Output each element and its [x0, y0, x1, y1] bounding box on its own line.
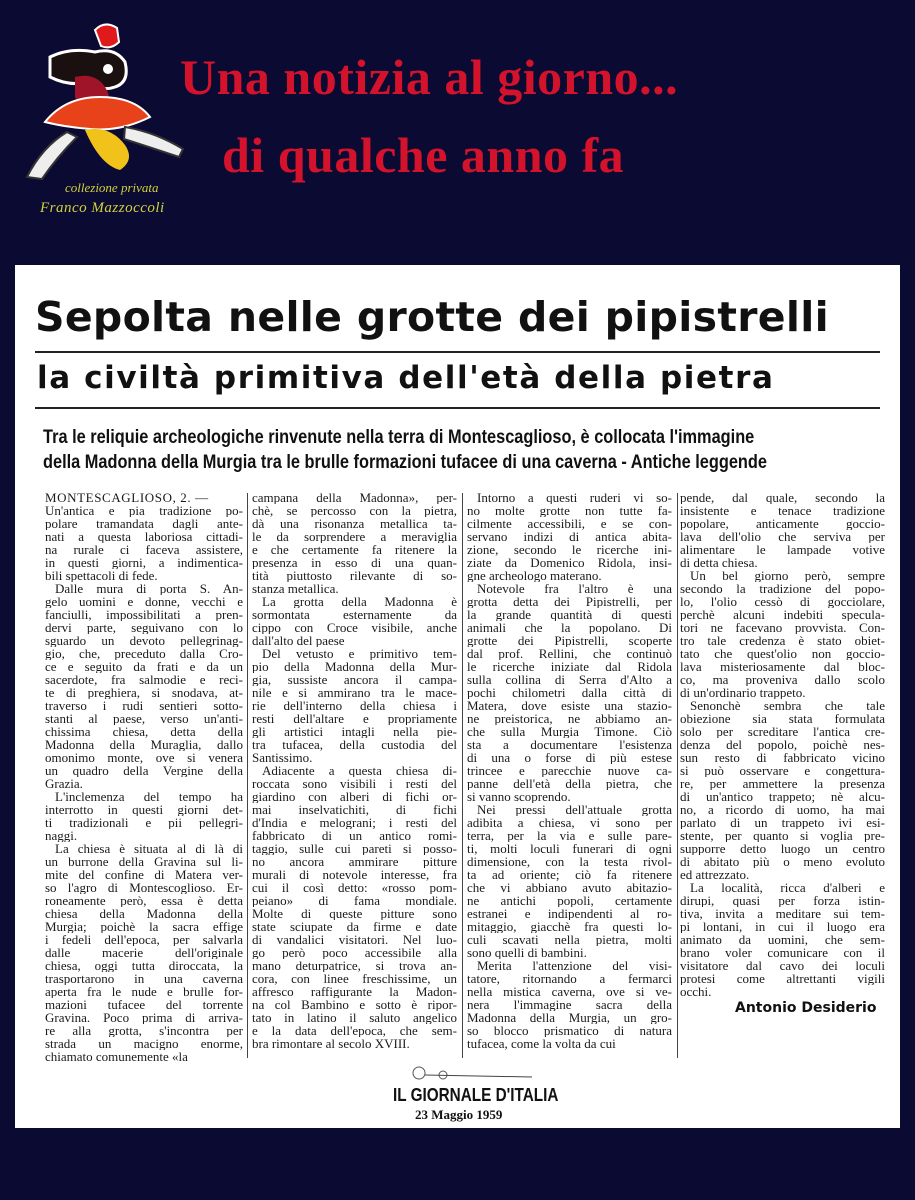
article-text-line: le da sorprendere a meraviglia	[252, 530, 457, 543]
article-text-line: re alla grotta, s'incontra per	[45, 1024, 243, 1037]
article-text-line: omonimo monte, ove si venera	[45, 751, 243, 764]
article-text-line: go però poco accessibile alla	[252, 946, 457, 959]
article-text-line: Senonchè sembra che tale	[690, 699, 885, 712]
article-text-line: no ancora ammirare pitture	[252, 855, 457, 868]
headline-rule	[35, 351, 880, 353]
article-text-line: na col Bambino e sotto è ripor-	[252, 998, 457, 1011]
article-text-line: gne archeologo materano.	[467, 569, 602, 582]
article-text-line: protesi come altrettanti vigili	[680, 972, 885, 985]
article-text-line: mano deturpatrice, si trova an-	[252, 959, 457, 972]
article-text-line: perchè alcuni indebiti specula-	[680, 608, 885, 621]
article-text-line: sono quelli di bambini.	[467, 946, 587, 959]
article-column-2	[252, 491, 457, 1050]
article-text-line: chiamato comunemente «la	[45, 1050, 188, 1063]
article-text-line: La grotta della Madonna è	[262, 595, 457, 608]
article-text-line: d'India e melograni; i resti del	[252, 816, 457, 829]
article-text-line: ne preistorica, ne abbiamo an-	[467, 712, 672, 725]
article-text-line: fabbricato di un antico romi-	[252, 829, 457, 842]
article-text-line: trasportarono in una caverna	[45, 972, 243, 985]
article-text-line: peiano» di fama mondiale.	[252, 894, 457, 907]
article-text-line: in questi giorni, a indimentica-	[45, 556, 243, 569]
article-text-line: e che certamente fa ritenere la	[252, 543, 457, 556]
article-column-3	[467, 491, 672, 1050]
article-text-line: mite del confine di Matera ver-	[45, 868, 243, 881]
article-text-line: dalle macerie dell'originale	[45, 946, 243, 959]
article-text-line: stanti al paese, verso un'anti-	[45, 712, 243, 725]
article-text-line: visitatore dal cavo dei loculi	[680, 959, 885, 972]
article-text-line: Adiacente a questa chiesa di-	[262, 764, 457, 777]
article-text-line: ed attrezzato.	[680, 868, 750, 881]
column-divider	[462, 493, 463, 1058]
article-text-line: nera l'immagine sacra della	[467, 998, 672, 1011]
article-text-line: tato in latino il saluto angelico	[252, 1011, 457, 1024]
article-text-line: nella mistica caverna, ove si ve-	[467, 985, 672, 998]
article-text-line: Santissimo.	[252, 751, 313, 764]
article-text-line: fanciulli, impossibilitati a pren-	[45, 608, 243, 621]
article-text-line: di un'ordinario trappeto.	[680, 686, 806, 699]
article-summary-line-1: Tra le reliquie archeologiche rinvenute nella terra di Montescaglioso, è collocata l'immagine	[43, 427, 755, 448]
article-text-line: cui il così detto: «rosso pom-	[252, 881, 457, 894]
article-text-line: chiesa, oggi tutta diroccata, la	[45, 959, 243, 972]
article-text-line: aperta fra le nude e brulle for-	[45, 985, 243, 998]
article-subheadline: la civiltà primitiva dell'età della pietra	[37, 360, 775, 396]
article-text-line: strada un macigno enorme,	[45, 1037, 243, 1050]
article-headline: Sepolta nelle grotte dei pipistrelli	[35, 293, 829, 341]
article-text-line: Un'antica e pia tradizione po-	[45, 504, 243, 517]
article-text-line: no molte grotte non tutte fa-	[467, 504, 672, 517]
article-text-line: obiezione sia stata formulata	[680, 712, 885, 725]
article-text-line: chissima chiesa, detta della	[45, 725, 243, 738]
article-text-line: le ricerche iniziate dal Ridola	[467, 660, 672, 673]
article-text-line: resti dell'altare e propriamente	[252, 712, 457, 725]
article-text-line: tori ne facevano provvista. Con-	[680, 621, 885, 634]
article-text-line: re, per ammettere la presenza	[680, 777, 885, 790]
article-text-line: dall'alto del paese	[252, 634, 345, 647]
article-text-line: di un'antico trappeto; nè alcu-	[680, 790, 885, 803]
article-summary-line-2: della Madonna della Murgia tra le brulle formazioni tufacee di una caverna - Antiche leggende	[43, 452, 767, 473]
flower-ornament-icon	[407, 1065, 537, 1083]
column-divider	[677, 493, 678, 1058]
article-text-line: La chiesa è situata al di là di	[55, 842, 243, 855]
article-text-line: mazioni tufacee del torrente	[45, 998, 243, 1011]
article-text-line: dà una risonanza metallica ta-	[252, 517, 457, 530]
article-text-line: sacerdote, fra salmodie e reci-	[45, 673, 243, 686]
article-text-line: cilmente accessibili, e se con-	[467, 517, 672, 530]
article-text-line: L'inclemenza del tempo ha	[55, 790, 243, 803]
article-text-line: campana della Madonna», per-	[252, 491, 457, 504]
article-text-line: mitaggio, giacchè fra questi lo-	[467, 920, 672, 933]
article-text-line: roneamente però, essa è detta	[45, 894, 243, 907]
article-text-line: Gravina. Poco prima di arriva-	[45, 1011, 243, 1024]
article-text-line: Grazia.	[45, 777, 83, 790]
article-text-line: naggi.	[45, 829, 78, 842]
article-text-line: Murgia; poichè la sacra effige	[45, 920, 243, 933]
article-text-line: ti, molti loculi funerari di ogni	[467, 842, 672, 855]
article-text-line: parlato di un trappeto ivi esi-	[680, 816, 885, 829]
article-text-line: La località, ricca d'alberi e	[690, 881, 885, 894]
article-text-line: denza del popolo, poichè nes-	[680, 738, 885, 751]
article-text-line: Madonna della Muraglia, dallo	[45, 738, 243, 751]
article-text-line: lo, l'olio cessò di gocciolare,	[680, 595, 885, 608]
article-text-line: Merita l'attenzione del visi-	[477, 959, 672, 972]
article-text-line: solo per screditare l'antica cre-	[680, 725, 885, 738]
article-text-line: zione, secondo le ricerche ini-	[467, 543, 672, 556]
article-text-line: bra rimontare al secolo XVIII.	[252, 1037, 410, 1050]
article-text-line: brano voler comunicare con il	[680, 946, 885, 959]
article-column-1	[45, 491, 243, 1063]
article-text-line: te di preghiera, si snodava, at-	[45, 686, 243, 699]
article-text-line: di una o forse di più estese	[467, 751, 672, 764]
article-text-line: co, ma proveniva dallo scolo	[680, 673, 885, 686]
article-text-line: grotte dei Pipistrelli, scoperte	[467, 634, 672, 647]
article-text-line: tatore, ritornando a fermarci	[467, 972, 672, 985]
article-text-line: animali che la popolano. Di	[467, 621, 672, 634]
banner-title-line-1: Una notizia al giorno...	[180, 49, 679, 105]
article-text-line: terra, per la via e sulle pare-	[467, 829, 672, 842]
collection-logo	[15, 12, 195, 227]
article-text-line: trincee e parecchie nuove ca-	[467, 764, 672, 777]
article-text-line: polare tramandata dagli ante-	[45, 517, 243, 530]
article-text-line: Nei pressi dell'attuale grotta	[477, 803, 672, 816]
article-text-line: che vi abbiano avuto abitazio-	[467, 881, 672, 894]
article-text-line: ziate da Domenico Ridola, insi-	[467, 556, 672, 569]
article-text-line: Matera, dove esiste una stazio-	[467, 699, 672, 712]
article-text-line: affresco raffigurante la Madon-	[252, 985, 457, 998]
article-text-line: un quadro della Vergine della	[45, 764, 243, 777]
article-text-line: sun resto di fabbricato vicino	[680, 751, 885, 764]
article-text-line: gli artistici intagli nella pie-	[252, 725, 457, 738]
article-text-line: alimentare le lampade votive	[680, 543, 885, 556]
article-text-line: panne dell'età della pietra, che	[467, 777, 672, 790]
article-text-line: sormontata esternamente da	[252, 608, 457, 621]
article-text-line: gio, che, preceduto dalla Cro-	[45, 647, 243, 660]
article-text-line: adibita a chiesa, vi sono per	[467, 816, 672, 829]
logo-owner-name: Franco Mazzoccoli	[40, 200, 165, 216]
article-text-line: Notevole fra l'altro è una	[477, 582, 672, 595]
article-text-line: interrotto in questi giorni det-	[45, 803, 243, 816]
article-text-line: chè, se percosso con la pietra,	[252, 504, 457, 517]
article-text-line: lava misteriosamente dal bloc-	[680, 660, 885, 673]
article-text-line: che sulla Murgia Timone. Ciò	[467, 725, 672, 738]
article-text-line: roccata sono visibili i resti del	[252, 777, 457, 790]
article-text-line: cora, con linee freschissime, un	[252, 972, 457, 985]
article-text-line: occhi.	[680, 985, 712, 998]
article-text-line: rie dell'interno della chiesa i	[252, 699, 457, 712]
article-text-line: dervi parte, seguivano con lo	[45, 621, 243, 634]
article-text-line: dal prof. Rellini, che continuò	[467, 647, 672, 660]
article-text-line: pi lontani, in cui il luogo era	[680, 920, 885, 933]
article-text-line: servano indizi di antica abita-	[467, 530, 672, 543]
article-text-line: Madonna della Murgia, un gro-	[467, 1011, 672, 1024]
article-text-line: na rurale ci faceva assistere,	[45, 543, 243, 556]
article-text-line: culi scavati nella pietra, molti	[467, 933, 672, 946]
publication-date: 23 Maggio 1959	[415, 1107, 503, 1122]
article-text-line: tità piuttosto rilevante di so-	[252, 569, 457, 582]
article-text-line: ta ad oriente; ciò fa ritenere	[467, 868, 672, 881]
article-text-line: ce e seguito da frati e da un	[45, 660, 243, 673]
dancer-logo-icon	[15, 12, 195, 182]
article-text-line: dirupi, quasi per forza istin-	[680, 894, 885, 907]
article-text-line: bili spettacoli di fede.	[45, 569, 158, 582]
article-text-line: si può osservare e congettura-	[680, 764, 885, 777]
article-text-line: lava dell'olio che serviva per	[680, 530, 885, 543]
logo-caption: collezione privata	[65, 180, 159, 195]
article-text-line: tiva, invita a meditare sui tem-	[680, 907, 885, 920]
article-text-line: pende, dal quale, secondo la	[680, 491, 885, 504]
article-text-line: murali di notevole interesse, fra	[252, 868, 457, 881]
article-text-line: Intorno a questi ruderi vi so-	[477, 491, 672, 504]
article-column-4	[680, 491, 885, 998]
article-text-line: state sciupate da firme e date	[252, 920, 457, 933]
article-text-line: nati a questa laboriosa cittadi-	[45, 530, 243, 543]
article-text-line: Molte di queste pitture sono	[252, 907, 457, 920]
article-text-line: ne antichi popoli, certamente	[467, 894, 672, 907]
article-text-line: pio della Madonna della Mur-	[252, 660, 457, 673]
article-text-line: chiesa della Madonna della	[45, 907, 243, 920]
article-text-line: un burrone della Gravina sul li-	[45, 855, 243, 868]
banner-title-line-2: di qualche anno fa	[222, 127, 625, 183]
dateline: MONTESCAGLIOSO, 2. —	[45, 491, 209, 504]
article-text-line: traverso i rudi sentieri sotto-	[45, 699, 243, 712]
article-text-line: supporre detto luogo un centro	[680, 842, 885, 855]
article-text-line: sguardo un devoto pellegrinag-	[45, 634, 243, 647]
article-text-line: tufacea, come la volta da cui	[467, 1037, 616, 1050]
article-text-line: e la data dell'epoca, che sem-	[252, 1024, 457, 1037]
article-text-line: la grande quantità di questi	[467, 608, 672, 621]
article-text-line: mai inselvatichiti, di fichi	[252, 803, 457, 816]
article-text-line: dimensione, con la testa rivol-	[467, 855, 672, 868]
article-text-line: insistente e tenace tradizione	[680, 504, 885, 517]
article-text-line: so blocco prismatico di natura	[467, 1024, 672, 1037]
article-text-line: stente, per quanto si voglia pre-	[680, 829, 885, 842]
article-text-line: di abitato più o meno evoluto	[680, 855, 885, 868]
article-text-line: si vanno scoprendo.	[467, 790, 571, 803]
article-text-line: sulla collina di Serra d'Alto a	[467, 673, 672, 686]
article-text-line: no, a ricordo di uomo, ha mai	[680, 803, 885, 816]
newspaper-clipping	[15, 265, 900, 1128]
newspaper-name: IL GIORNALE D'ITALIA	[393, 1085, 559, 1105]
article-text-line: Del vetusto e primitivo tem-	[262, 647, 457, 660]
article-text-line: pochi chilometri dalla città di	[467, 686, 672, 699]
article-text-line: tra tufacea, della custodia del	[252, 738, 457, 751]
article-text-line: grotta detta dei Pipistrelli, per	[467, 595, 672, 608]
article-text-line: stanza metallica.	[252, 582, 339, 595]
article-text-line: cippo con Croce visibile, anche	[252, 621, 457, 634]
article-text-line: gelo uomini e donne, vecchi e	[45, 595, 243, 608]
article-text-line: sta a documentare l'esistenza	[467, 738, 672, 751]
article-text-line: gia, sussiste ancora il campa-	[252, 673, 457, 686]
article-text-line: so l'agro di Montescoglioso. Er-	[45, 881, 243, 894]
article-text-line: popolare, anticamente goccio-	[680, 517, 885, 530]
article-text-line: di detta chiesa.	[680, 556, 758, 569]
article-text-line: giardino con alberi di fichi or-	[252, 790, 457, 803]
article-text-line: estranei e indipendenti al ro-	[467, 907, 672, 920]
article-text-line: tato che quest'olio non goccio-	[680, 647, 885, 660]
column-divider	[247, 493, 248, 1058]
article-text-line: animato da uomini, che sem-	[680, 933, 885, 946]
article-text-line: Dalle mura di porta S. An-	[55, 582, 243, 595]
article-text-line: ti tradizionali e pii pellegri-	[45, 816, 243, 829]
article-text-line: nile e si ammirano tra le mace-	[252, 686, 457, 699]
subheadline-rule	[35, 407, 880, 409]
article-text-line: presenza in esso di una quan-	[252, 556, 457, 569]
article-text-line: i fedeli dell'epoca, per salvarla	[45, 933, 243, 946]
article-text-line: secondo la tradizione del popo-	[680, 582, 885, 595]
article-text-line: taggio, sulle cui pareti si posso-	[252, 842, 457, 855]
article-text-line: di vandalici visitatori. Nel luo-	[252, 933, 457, 946]
article-text-line: tro tale credenza è stato obiet-	[680, 634, 885, 647]
article-author: Antonio Desiderio	[735, 1000, 877, 1016]
article-text-line: Un bel giorno però, sempre	[690, 569, 885, 582]
